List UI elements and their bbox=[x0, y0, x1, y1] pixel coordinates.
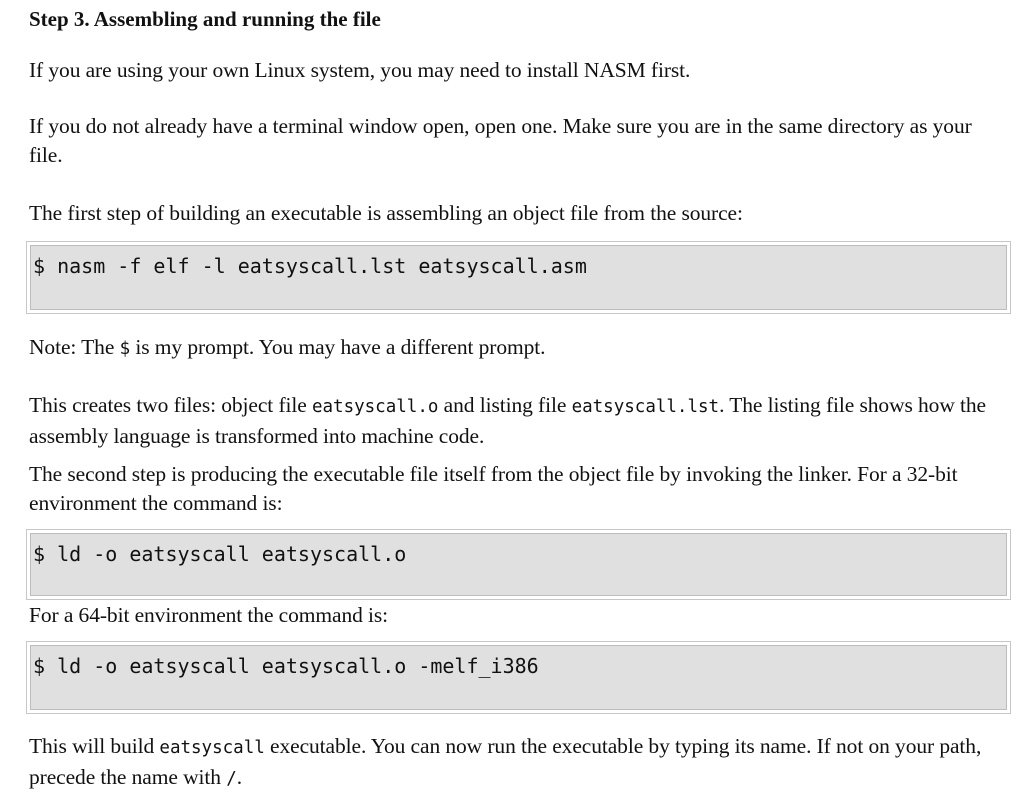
paragraph-two-files bbox=[29, 391, 1009, 451]
code-ld-64-command: $ ld -o eatsyscall eatsyscall.o -melf_i386 bbox=[30, 645, 1007, 710]
code-block-nasm bbox=[26, 241, 1011, 314]
run-text-2: executable. You can now run the executable by typing its name. If not on your path, precede the name with bbox=[29, 734, 982, 789]
note-prompt-code: $ bbox=[119, 339, 131, 359]
run-text-1: This will build bbox=[29, 734, 160, 758]
note-text-before: Note: The bbox=[29, 335, 120, 359]
two-files-text-3: . The listing file shows how the assembly language is transformed into machine code. bbox=[29, 393, 987, 448]
note-text-after: is my prompt. You may have a different prompt. bbox=[130, 335, 546, 359]
code-block-ld-32 bbox=[26, 529, 1011, 600]
listing-file-code: eatsyscall.lst bbox=[571, 397, 720, 417]
run-text-3: . bbox=[236, 765, 243, 789]
paragraph-note bbox=[29, 333, 1009, 364]
paragraph-second-step: The second step is producing the executable file itself from the object file by invoking the linker. For a 32-bit environment the command is: bbox=[29, 462, 958, 515]
path-prefix-code: / bbox=[226, 769, 237, 789]
paragraph-first-step: The first step of building an executable is assembling an object file from the source: bbox=[29, 201, 743, 225]
section-heading: Step 3. Assembling and running the file bbox=[29, 7, 381, 31]
code-block-ld-64 bbox=[26, 641, 1011, 714]
object-file-code: eatsyscall.o bbox=[311, 397, 439, 417]
code-nasm-command: $ nasm -f elf -l eatsyscall.lst eatsyscall.asm bbox=[30, 245, 1007, 310]
two-files-text-1: This creates two files: object file bbox=[29, 393, 312, 417]
two-files-text-2: and listing file bbox=[438, 393, 572, 417]
paragraph-install-nasm: If you are using your own Linux system, you may need to install NASM first. bbox=[29, 58, 691, 82]
code-ld-32-command: $ ld -o eatsyscall eatsyscall.o bbox=[30, 533, 1007, 596]
paragraph-run-executable bbox=[29, 732, 1009, 794]
executable-name-code: eatsyscall bbox=[159, 738, 265, 758]
paragraph-64bit: For a 64-bit environment the command is: bbox=[29, 603, 389, 627]
paragraph-open-terminal: If you do not already have a terminal window open, open one. Make sure you are in the same directory as your file. bbox=[29, 114, 972, 167]
